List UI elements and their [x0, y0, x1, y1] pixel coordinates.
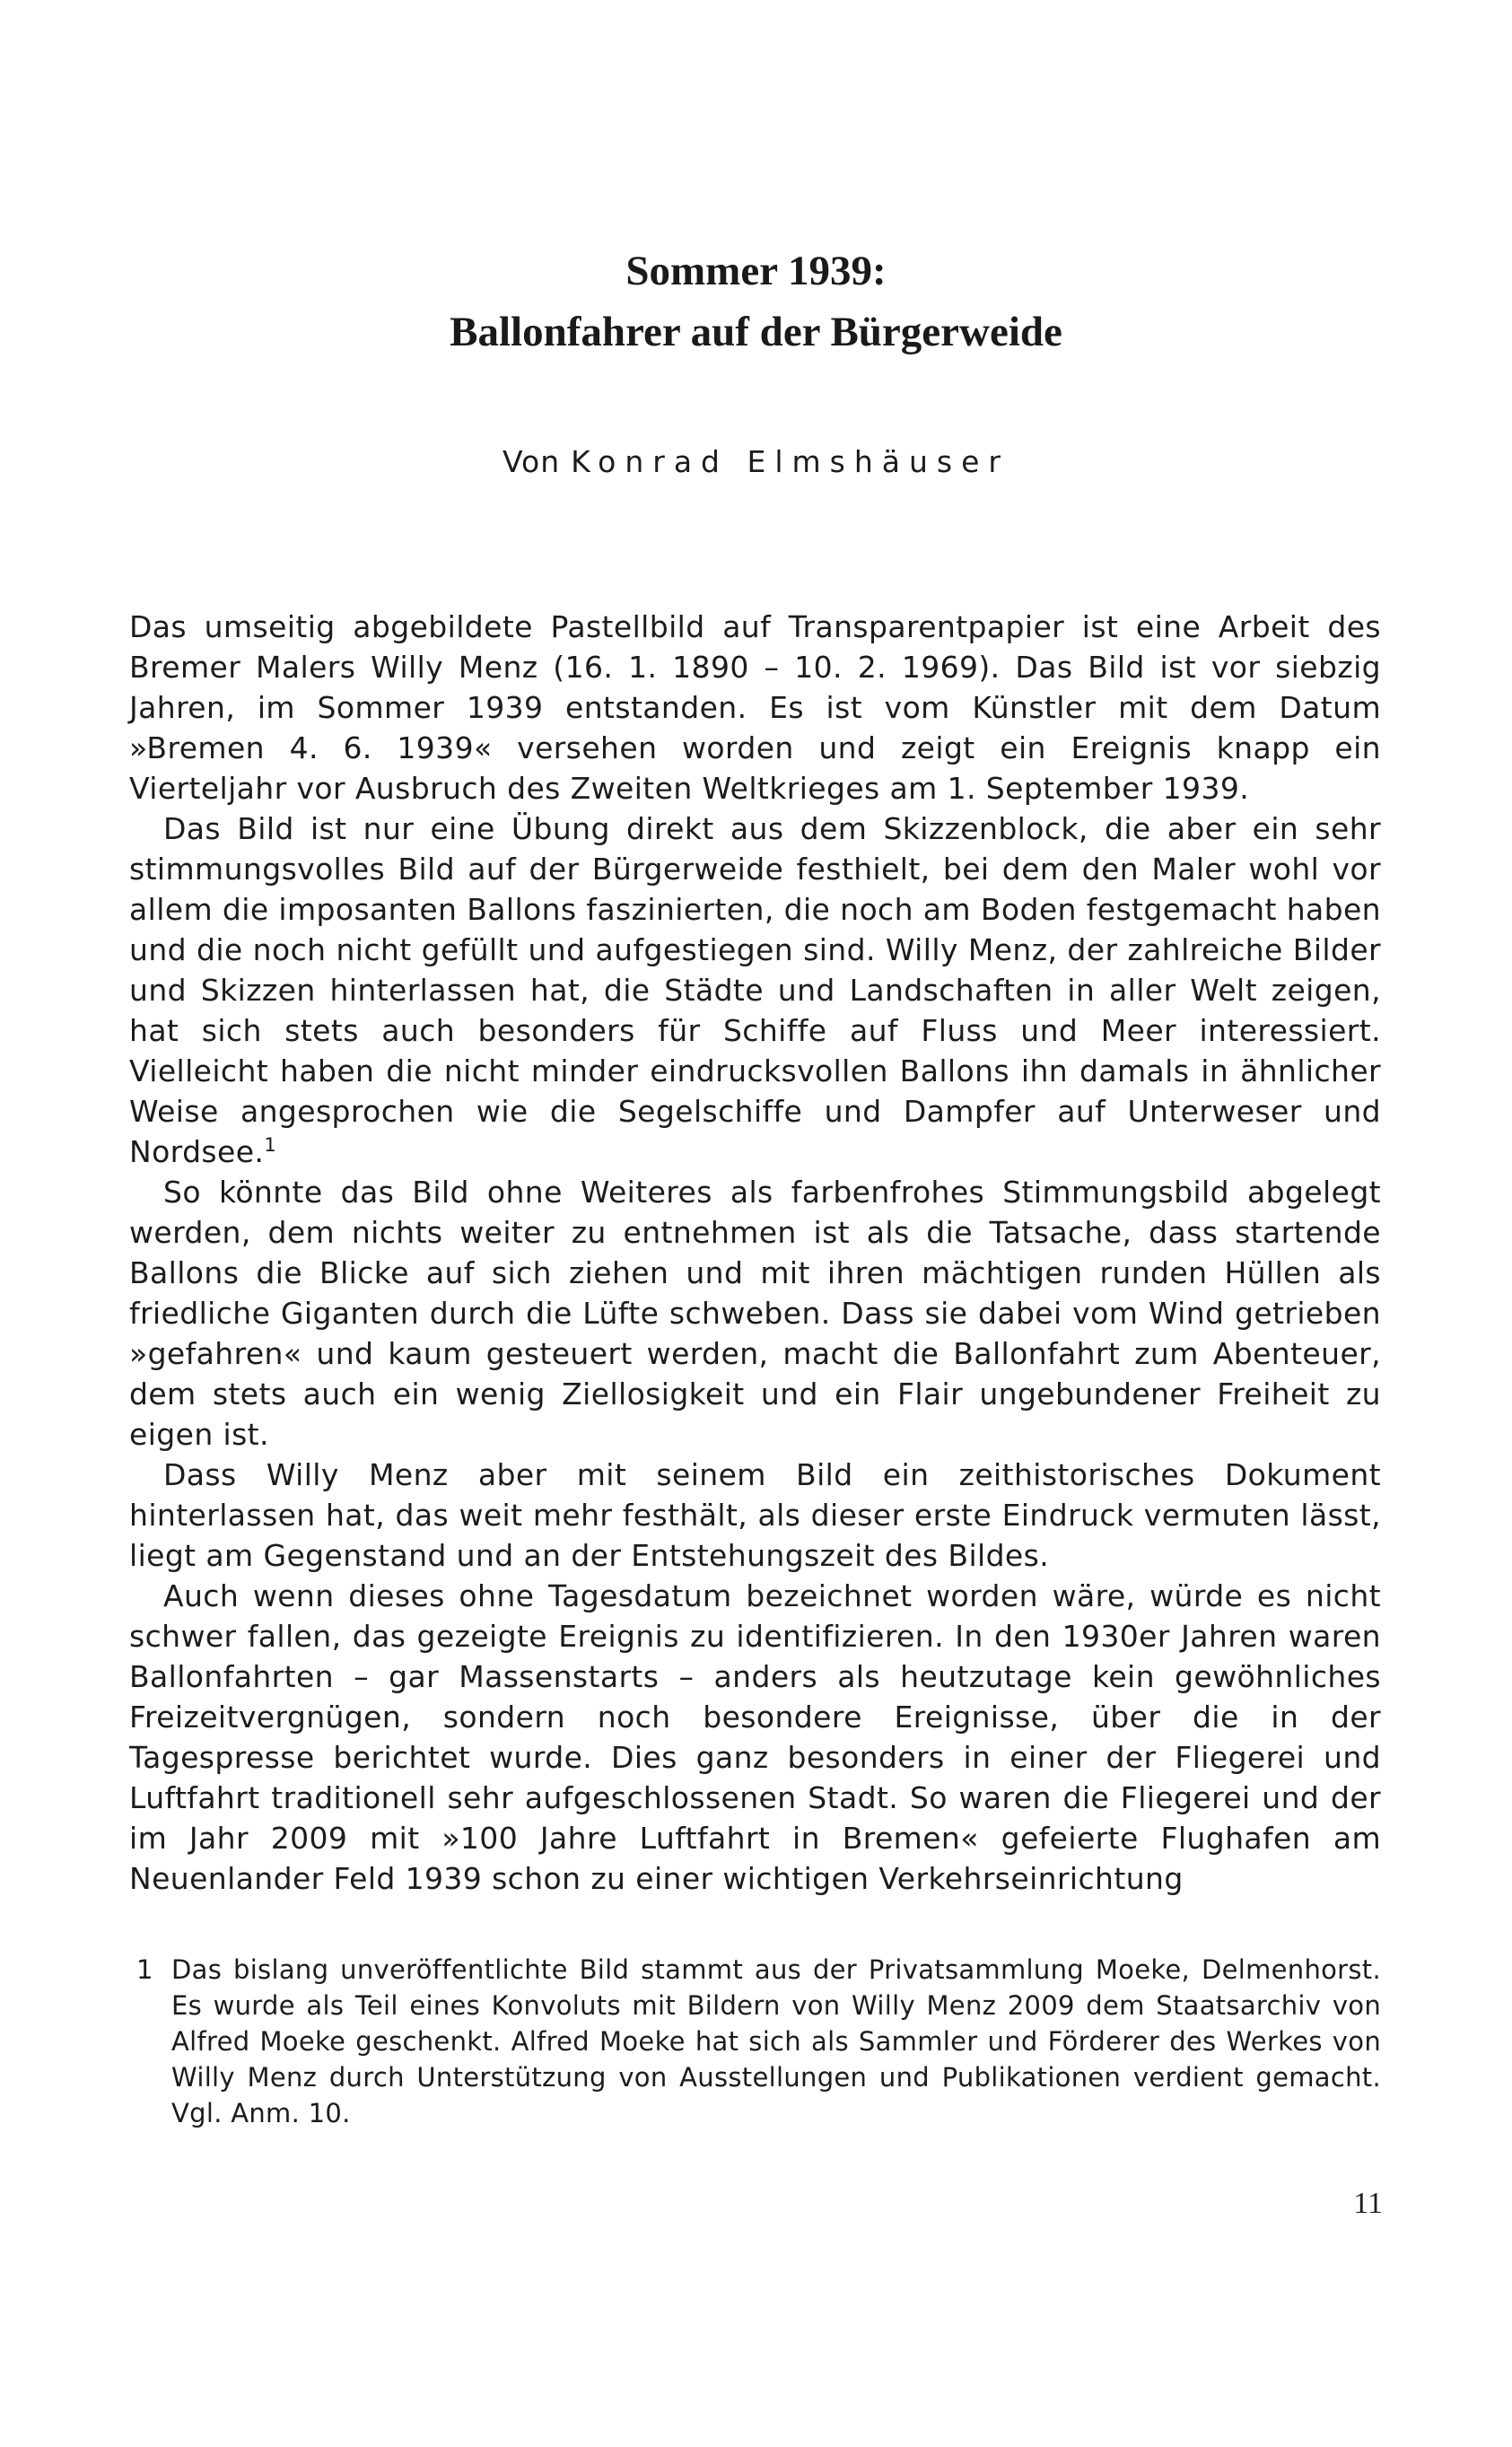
paragraph-3: So könnte das Bild ohne Weiteres als farbenfrohes Stimmungsbild abgelegt werden, dem nichts weiter zu entnehmen ist als die Tatsache, dass startende Ballons die Blicke auf sich ziehen und mit ihren mächtigen runden Hüllen als friedliche Giganten durch die Lüfte schweben. Dass sie dabei vom Wind getrieben »gefahren« und kaum gesteuert werden, macht die Ballonfahrt zum Abenteuer, dem stets auch ein wenig Ziellosigkeit und ein Flair ungebundener Freiheit zu eigen ist. [129, 1175, 1381, 1452]
article-body [129, 607, 1381, 1899]
page-number: 11 [1353, 2187, 1383, 2220]
title-line-2: Ballonfahrer auf der Bürgerweide [450, 309, 1062, 355]
footnote-number: 1 [136, 1954, 153, 1985]
article-title [0, 240, 1512, 363]
paragraph-2-text: Das Bild ist nur eine Übung direkt aus dem Skizzenblock, die aber ein sehr stimmungsvolles Bild auf der Bürgerweide festhielt, bei dem den Maler wohl vor allem die imposanten Ballons faszinierten, die noch am Boden festgemacht haben und die noch nicht gefüllt und aufgestiegen sind. Willy Menz, der zahlreiche Bilder und Skizzen hinterlassen hat, die Städte und Landschaften in aller Welt zeigen, hat sich stets auch besonders für Schiffe auf Fluss und Meer interessiert. Vielleicht haben die nicht minder eindrucksvollen Ballons ihn damals in ähnlicher Weise angesprochen wie die Segelschiffe und Dampfer auf Unterweser und Nordsee. [129, 811, 1381, 1169]
footnote [129, 1952, 1381, 2131]
footnote-marker: 1 [264, 1134, 277, 1156]
footnote-text: Das bislang unveröffentlichte Bild stammt aus der Privatsammlung Moeke, Delmenhorst. Es wurde als Teil eines Konvoluts mit Bildern von Willy Menz 2009 dem Staatsarchiv von Alfred Moeke geschenkt. Alfred Moeke hat sich als Sammler und Förderer des Werkes von Willy Menz durch Unterstützung von Ausstellungen und Publikationen verdient gemacht. Vgl. Anm. 10. [171, 1954, 1381, 2128]
title-line-1: Sommer 1939: [625, 248, 887, 294]
author-byline [0, 441, 1512, 483]
paragraph-4: Dass Willy Menz aber mit seinem Bild ein zeithistorisches Dokument hinterlassen hat, das weit mehr festhält, als dieser erste Eindruck vermuten lässt, liegt am Gegenstand und an der Entstehungszeit des Bildes. [129, 1457, 1381, 1573]
paragraph-5: Auch wenn dieses ohne Tagesdatum bezeichnet worden wäre, würde es nicht schwer fallen, das gezeigte Ereignis zu identifizieren. In den 1930er Jahren waren Ballonfahrten – gar Massenstarts – anders als heutzutage kein gewöhnliches Freizeitvergnügen, sondern noch besondere Ereignisse, über die in der Tagespresse berichtet wurde. Dies ganz besonders in einer der Fliegerei und Luftfahrt traditionell sehr aufgeschlossenen Stadt. So waren die Fliegerei und der im Jahr 2009 mit »100 Jahre Luftfahrt in Bremen« gefeierte Flughafen am Neuenlander Feld 1939 schon zu einer wichtigen Verkehrseinrichtung [129, 1578, 1381, 1896]
byline-prefix: Von [503, 444, 561, 479]
author-name: Konrad Elmshäuser [571, 444, 1009, 479]
paragraph-1: Das umseitig abgebildete Pastellbild auf Transparentpapier ist eine Arbeit des Bremer Malers Willy Menz (16. 1. 1890 – 10. 2. 1969). Das Bild ist vor siebzig Jahren, im Sommer 1939 entstanden. Es ist vom Künstler mit dem Datum »Bremen 4. 6. 1939« versehen worden und zeigt ein Ereignis knapp ein Vierteljahr vor Ausbruch des Zweiten Weltkrieges am 1. September 1939. [129, 609, 1381, 806]
paragraph-2 [129, 808, 1381, 1172]
